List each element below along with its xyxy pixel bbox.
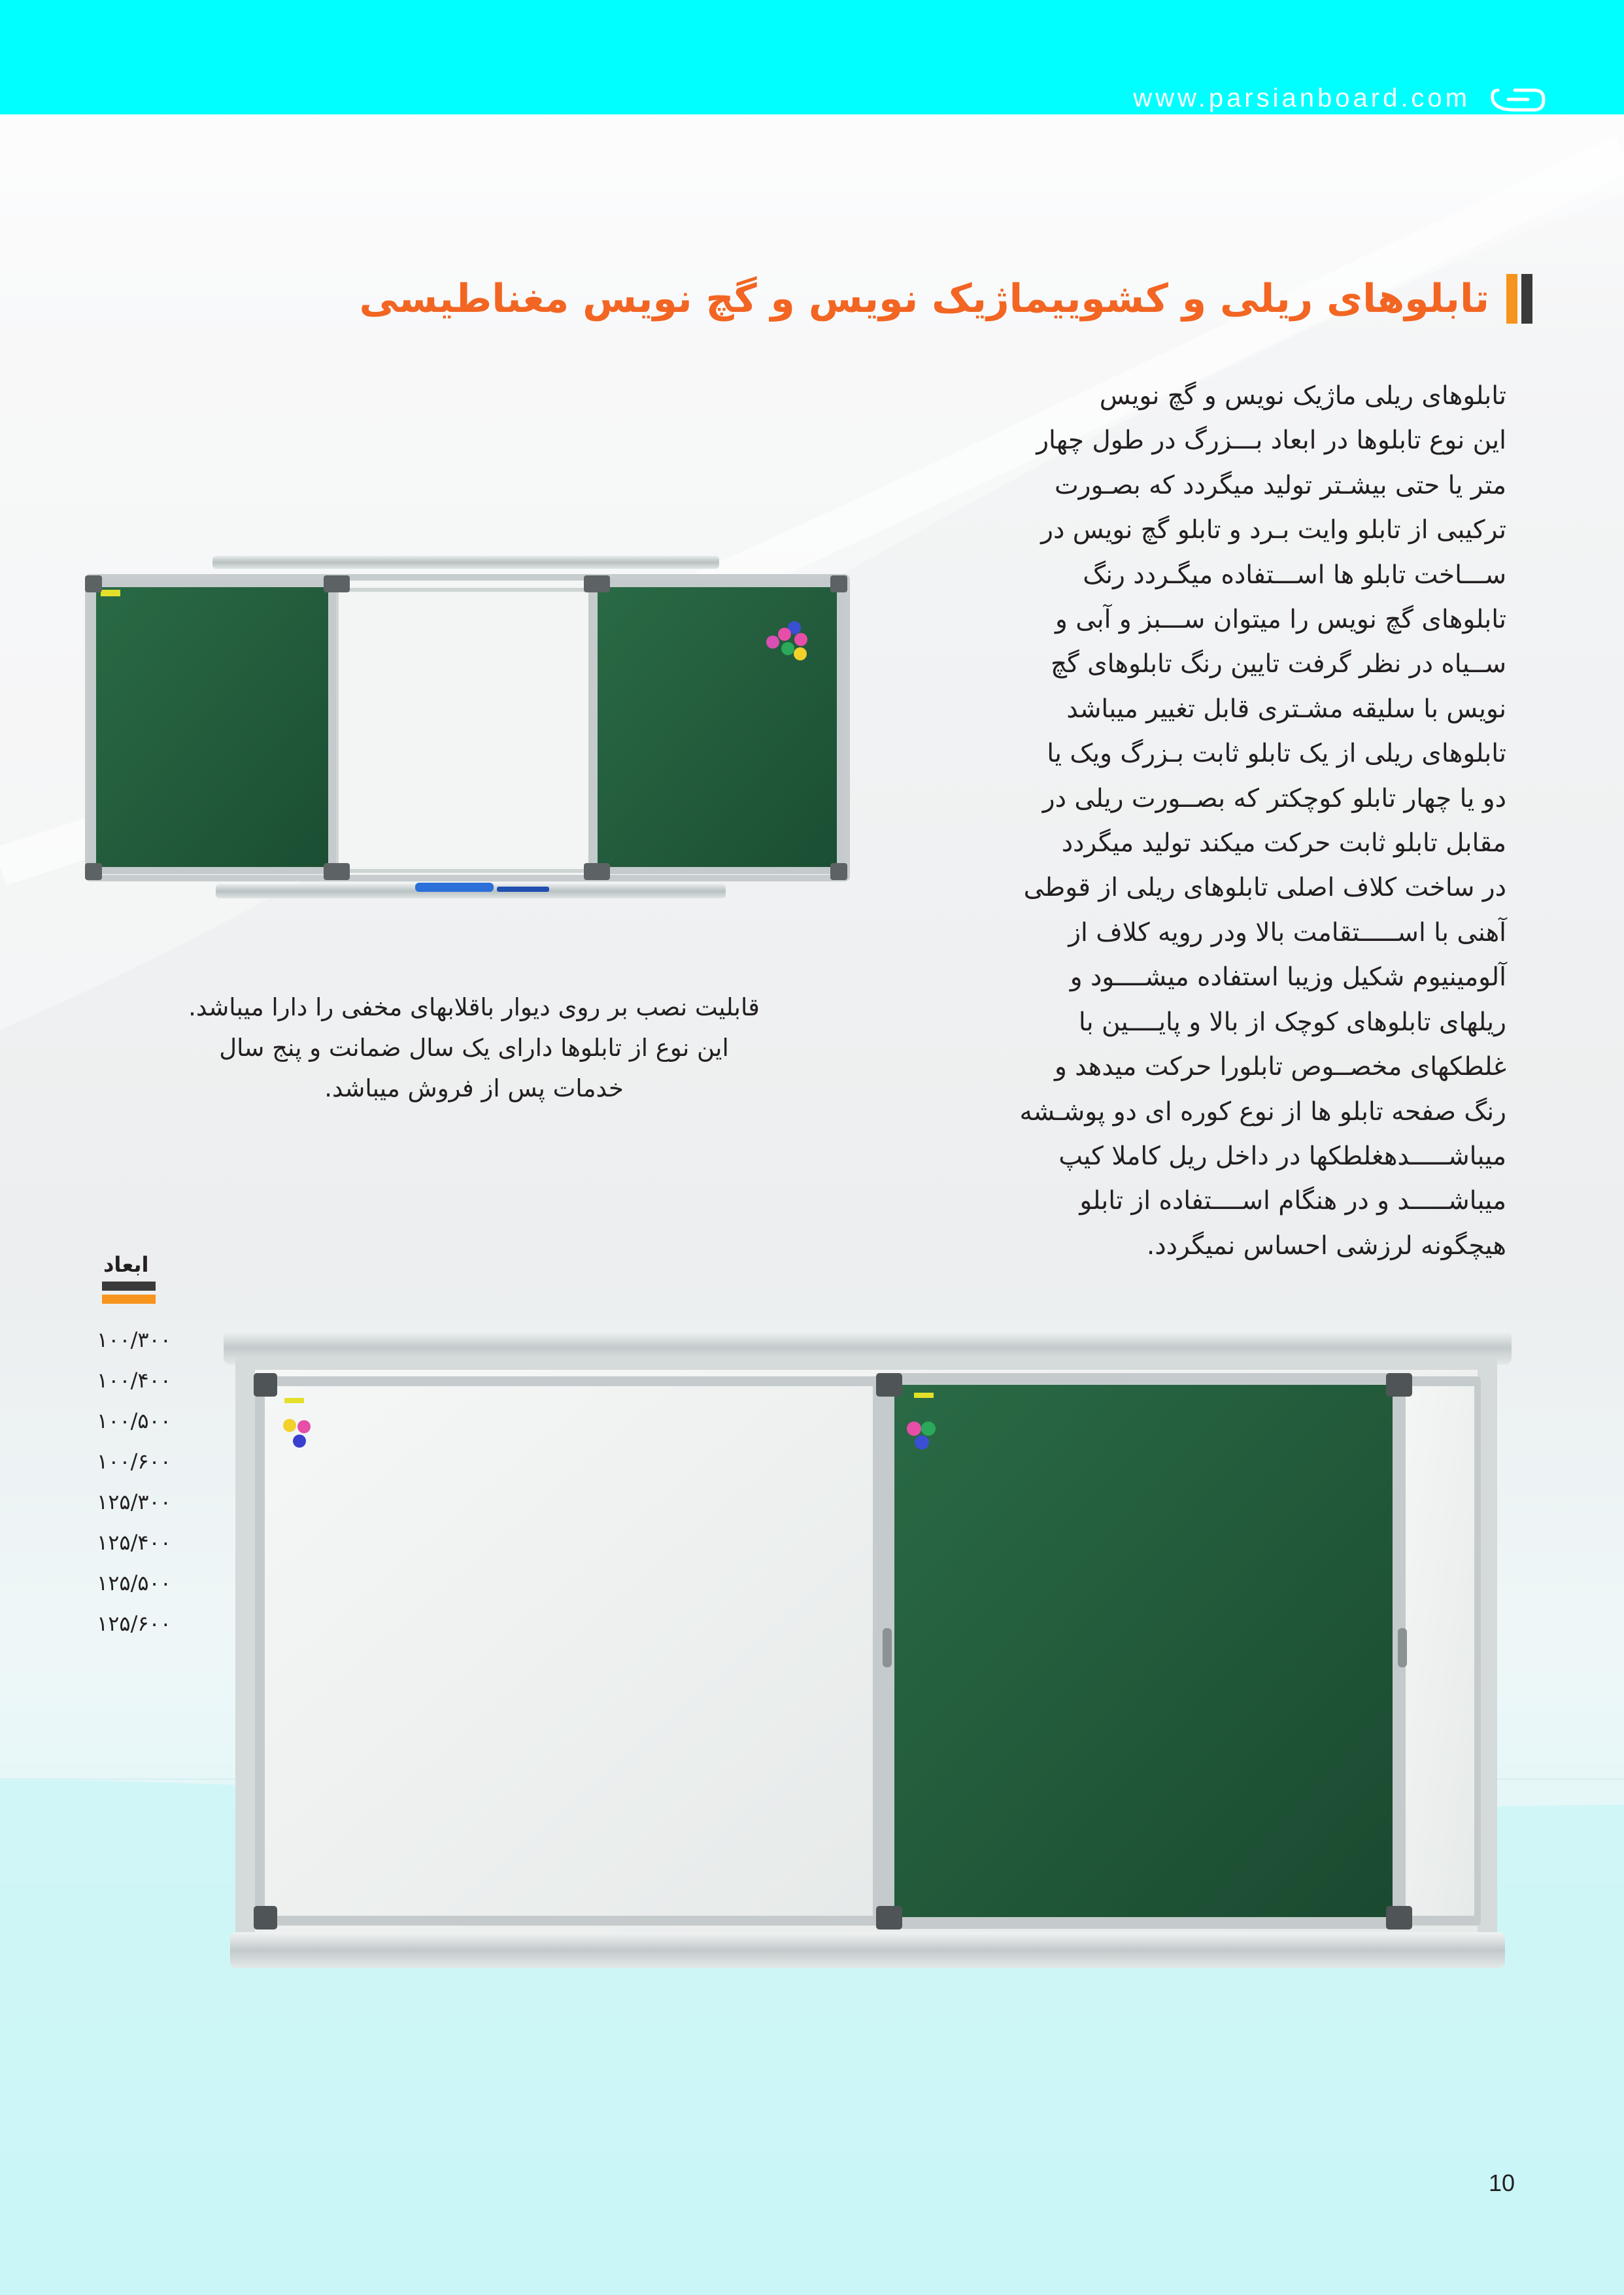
text-line: در ساخت کلاف اصلی تابلوهای ریلی از قوطی	[1023, 873, 1506, 903]
section-title: تابلوهای ریلی و کشوییماژیک نویس و گچ نویس مغناطیسی	[359, 276, 1489, 322]
caption-line: خدمات پس از فروش میباشد.	[324, 1074, 624, 1102]
dimension-item: ۱۲۵/۵۰۰	[97, 1571, 171, 1595]
text-line: متر یا حتی بیشـتر تولید میگردد که بصـورت	[1054, 470, 1506, 500]
section-heading	[359, 269, 1532, 328]
text-line: آهنی با اســـــتقامت بالا ودر رویه کلاف از	[1068, 917, 1506, 947]
text-line: این نوع تابلوها در ابعاد بـــزرگ در طول چهار	[1036, 426, 1506, 456]
text-line: رنگ صفحه تابلو ها از نوع کوره ای دو پوشـشه	[1019, 1096, 1506, 1127]
dimensions-bar-dark	[102, 1282, 156, 1291]
caption-line: این نوع از تابلوها دارای یک سال ضمانت و پنج سال	[219, 1034, 729, 1062]
dimensions-bar-orange	[102, 1295, 156, 1304]
text-line: تابلوهای ریلی ماژیک نویس و گچ نویس	[1099, 381, 1506, 411]
dimension-item: ۱۲۵/۶۰۰	[97, 1611, 171, 1636]
text-line: مقابل تابلو ثابت حرکت میکند تولید میگردد	[1061, 828, 1506, 858]
text-line: تابلوهای گچ نویس را میتوان ســـبز و آبی و	[1055, 605, 1506, 635]
dimensions-list	[97, 1250, 201, 1644]
dimension-item: ۱۰۰/۴۰۰	[97, 1368, 171, 1393]
text-line: میباشـــــد و در هنگام اســــتفاده از تابلو	[1079, 1186, 1506, 1216]
small-sliding-board-image	[78, 543, 856, 915]
text-line: دو یا چهار تابلو کوچکتر که بصــورت ریلی در	[1042, 783, 1506, 813]
text-line: ســیاه در نظر گرفت تایین رنگ تابلوهای گچ	[1051, 649, 1506, 679]
website-url[interactable]: www.parsianboard.com	[1133, 84, 1470, 112]
dimension-item: ۱۰۰/۵۰۰	[97, 1408, 171, 1433]
brand-logo-icon	[1489, 84, 1548, 115]
image-caption	[124, 987, 824, 1109]
text-line: آلومینیوم شکیل وزیبا استفاده میشــــود و	[1070, 962, 1506, 993]
description-text	[944, 374, 1506, 1268]
dimension-item: ۱۰۰/۳۰۰	[97, 1327, 171, 1352]
dimension-item: ۱۰۰/۶۰۰	[97, 1449, 171, 1474]
dimension-item: ۱۲۵/۴۰۰	[97, 1530, 171, 1555]
heading-marker	[1506, 274, 1532, 324]
dimensions-label: ابعاد	[103, 1252, 149, 1277]
text-line: غلطکهای مخصــوص تابلورا حرکت میدهد و	[1054, 1052, 1506, 1082]
dimension-item: ۱۲۵/۳۰۰	[97, 1489, 171, 1514]
text-line: نویس با سلیقه مشـتری قابل تغییر میباشد	[1066, 694, 1506, 724]
text-line: ترکیبی از تابلو وایت بـرد و تابلو گچ نویس در	[1041, 515, 1506, 545]
text-line: میباشـــــدهغلطکها در داخل ریل کاملا کیپ	[1058, 1141, 1506, 1171]
text-line: هیچگونه لرزشی احساس نمیگردد.	[1146, 1231, 1506, 1261]
caption-line: قابلیت نصب بر روی دیوار باقلابهای مخفی را دارا میباشد.	[188, 993, 760, 1021]
text-line: تابلوهای ریلی از یک تابلو ثابت بـزرگ ویک یا	[1047, 739, 1506, 769]
page-number: 10	[1489, 2169, 1515, 2196]
text-line: ســـاخت تابلو ها اســـتفاده میگـردد رنگ	[1083, 560, 1506, 590]
large-sliding-board-image	[216, 1321, 1523, 1988]
text-line: ریلهای تابلوهای کوچک از بالا و پایــــین با	[1078, 1007, 1506, 1037]
